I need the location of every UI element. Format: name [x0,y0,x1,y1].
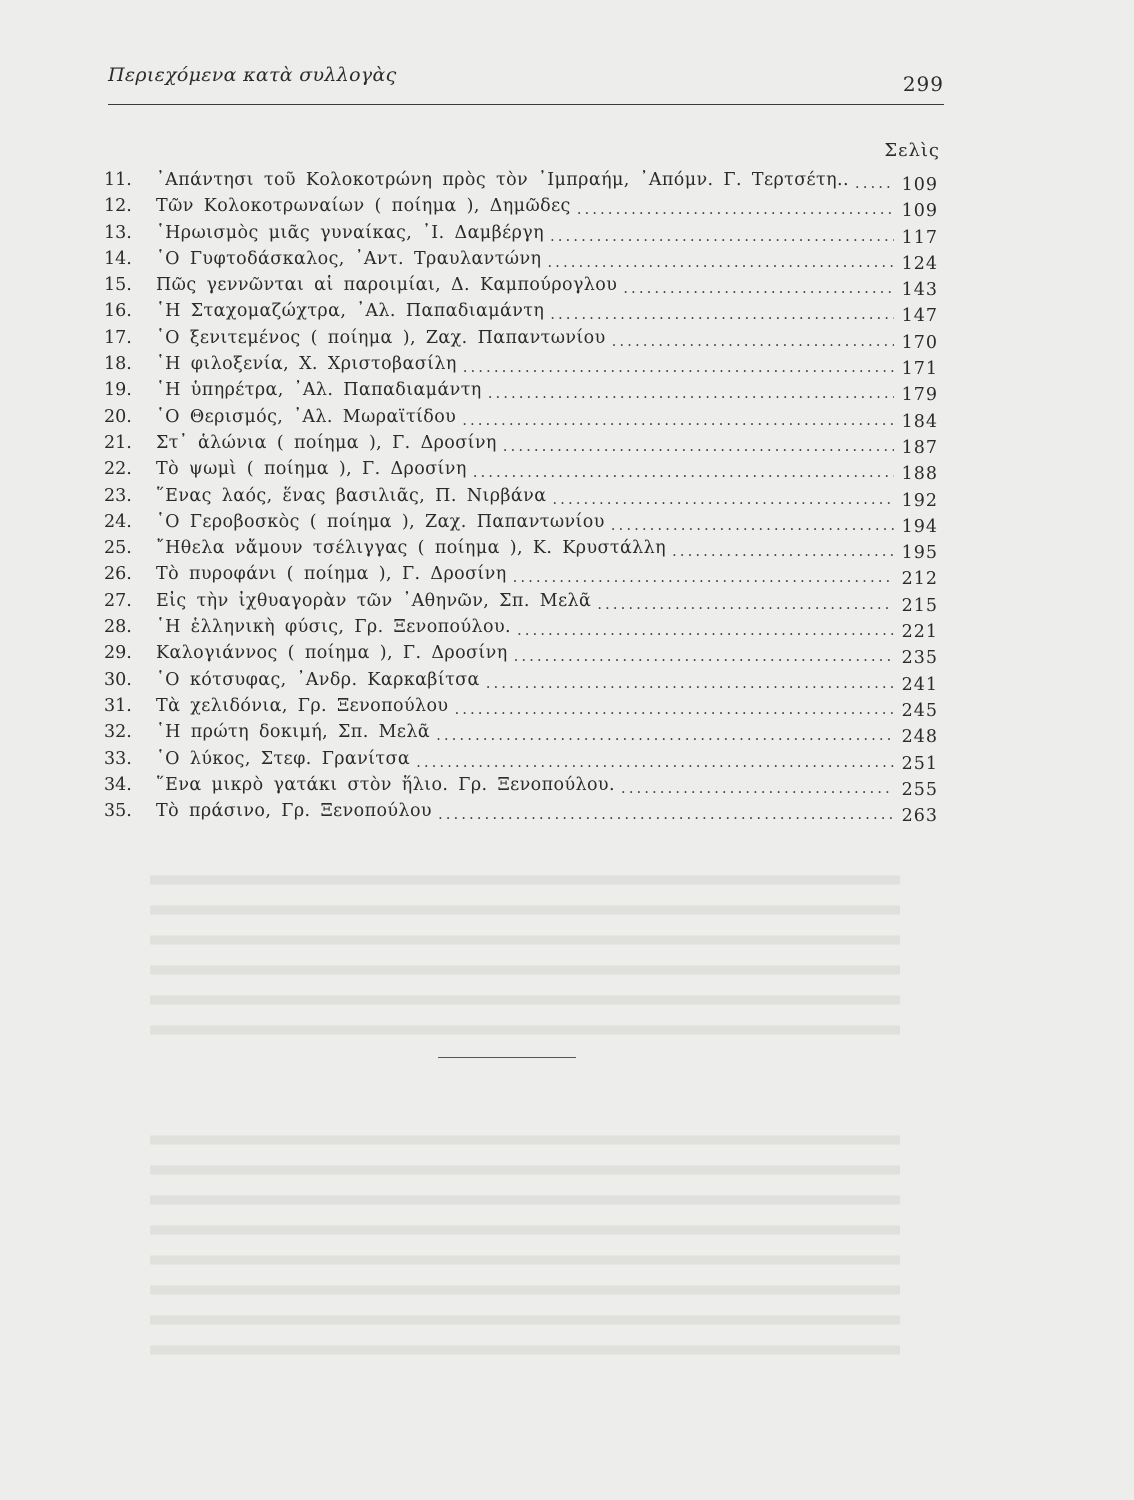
entry-page: 124 [901,253,938,274]
dot-leader [623,279,894,297]
entry-number: 25. [104,538,132,559]
entry-title: ῾Η Σταχομαζώχτρα, ᾿Αλ. Παπαδιαμάντη [156,301,545,322]
entry-number: 17. [104,327,132,348]
entry-number: 13. [104,222,132,243]
page-column-label: Σελὶς [884,140,940,161]
entry-title: ῾Η πρώτη δοκιμή, Σπ. Μελᾶ [156,722,431,743]
entry-number: 34. [104,774,132,795]
toc-entry [104,196,938,222]
toc-entry [104,486,938,512]
dot-leader [514,647,894,665]
dot-leader [503,437,894,455]
entry-page: 143 [901,280,938,301]
entry-title: Τὸ πράσινο, Γρ. Ξενοπούλου [156,801,432,822]
entry-number: 33. [104,748,132,769]
entry-title: ῾Ο Γυφτοδάσκαλος, ᾿Αντ. Τραυλαντώνη [156,248,542,269]
entry-title: ῞Ενας λαός, ἕνας βασιλιᾶς, Π. Νιρβάνα [156,485,547,506]
entry-number: 21. [104,432,132,453]
dot-leader [611,516,894,534]
entry-page: 117 [901,227,938,248]
entry-title: ῾Ο λύκος, Στεφ. Γρανίτσα [156,748,411,769]
dot-leader [438,805,894,823]
dot-leader [454,700,894,718]
toc-entry [104,275,938,301]
toc-entry [104,512,938,538]
dot-leader [436,726,894,744]
dot-leader [488,384,894,402]
toc-entry [104,459,938,485]
header-rule [108,104,944,105]
dot-leader [672,542,894,560]
entry-page: 245 [901,700,938,721]
entry-title: Πῶς γεννῶνται αἱ παροιμίαι, Δ. Καμπούρογλου [156,275,618,296]
entry-title: Στ᾿ ἁλώνια ( ποίημα ), Γ. Δροσίνη [156,432,497,453]
toc-entry [104,749,938,775]
entry-page: 188 [901,464,938,485]
entry-page: 235 [901,648,938,669]
toc-entry [104,407,938,433]
toc-entry [104,249,938,275]
table-of-contents [104,170,938,827]
entry-number: 31. [104,695,132,716]
entry-number: 23. [104,485,132,506]
entry-title: Καλογιάννος ( ποίημα ), Γ. Δροσίνη [156,643,508,664]
entry-page: 192 [901,490,938,511]
entry-page: 187 [901,437,938,458]
entry-title: Εἰς τὴν ἰχθυαγορὰν τῶν ᾿Αθηνῶν, Σπ. Μελᾶ [156,590,592,611]
entry-page: 194 [901,516,938,537]
entry-number: 27. [104,590,132,611]
entry-page: 221 [901,622,938,643]
section-end-rule [438,1057,576,1058]
toc-entry [104,170,938,196]
toc-entry [104,722,938,748]
entry-number: 12. [104,196,132,217]
dot-leader [517,621,894,639]
entry-number: 18. [104,354,132,375]
entry-number: 28. [104,617,132,638]
dot-leader [612,332,894,350]
toc-entry [104,301,938,327]
dot-leader [547,253,894,271]
entry-title: Τὸ πυροφάνι ( ποίημα ), Γ. Δροσίνη [156,564,507,585]
dot-leader [513,568,894,586]
entry-title: ῾Ο Θερισμός, ᾿Αλ. Μωραϊτίδου [156,406,457,427]
dot-leader [462,411,894,429]
toc-entry [104,354,938,380]
toc-entry [104,433,938,459]
toc-entry [104,591,938,617]
entry-page: 195 [901,543,938,564]
entry-title: ῞Ενα μικρὸ γατάκι στὸν ἥλιο. Γρ. Ξενοπούλου. [156,774,615,795]
toc-entry [104,670,938,696]
entry-number: 24. [104,511,132,532]
entry-number: 35. [104,801,132,822]
dot-leader [855,174,894,192]
entry-number: 16. [104,301,132,322]
page-number: 299 [902,72,944,96]
entry-number: 32. [104,722,132,743]
dot-leader [552,490,894,508]
entry-title: ῎Ηθελα νἄμουν τσέλιγγας ( ποίημα ), Κ. Κρυστάλλη [156,538,667,559]
toc-entry [104,538,938,564]
dot-leader [597,595,894,613]
entry-title: Τῶν Κολοκοτρωναίων ( ποίημα ), Δημῶδες [156,196,571,217]
toc-entry [104,643,938,669]
entry-title: ῾Η φιλοξενία, Χ. Χριστοβασίλη [156,354,457,375]
entry-page: 179 [901,385,938,406]
toc-entry [104,564,938,590]
running-title: Περιεχόμενα κατὰ συλλογὰς [108,64,397,86]
toc-entry [104,775,938,801]
entry-title: ᾿Απάντησι τοῦ Κολοκοτρώνη πρὸς τὸν ᾿Ιμπραήμ, ᾿Απόμν. Γ. Τερτσέτη.. [156,170,849,190]
entry-title: ῾Ο κότσυφας, ᾿Ανδρ. Καρκαβίτσα [156,669,480,690]
entry-page: 255 [901,779,938,800]
entry-page: 171 [901,359,938,380]
dot-leader [416,753,894,771]
toc-entry [104,617,938,643]
entry-title: ῾Ο Γεροβοσκὸς ( ποίημα ), Ζαχ. Παπαντωνίου [156,511,605,532]
entry-page: 251 [901,753,938,774]
entry-title: Τὰ χελιδόνια, Γρ. Ξενοπούλου [156,695,449,716]
toc-entry [104,328,938,354]
toc-entry [104,696,938,722]
entry-number: 29. [104,643,132,664]
entry-number: 26. [104,564,132,585]
dot-leader [577,200,894,218]
entry-number: 11. [104,170,132,190]
dot-leader [486,674,894,692]
running-header [108,62,944,102]
entry-page: 248 [901,727,938,748]
entry-page: 215 [901,595,938,616]
entry-page: 147 [901,306,938,327]
entry-number: 20. [104,406,132,427]
toc-entry [104,380,938,406]
entry-page: 109 [901,201,938,222]
entry-page: 212 [901,569,938,590]
dot-leader [463,358,894,376]
entry-number: 15. [104,275,132,296]
entry-page: 170 [901,332,938,353]
toc-entry [104,223,938,249]
entry-title: ῾Ηρωισμὸς μιᾶς γυναίκας, ᾿Ι. Δαμβέργη [156,222,544,243]
toc-entry [104,801,938,827]
entry-page: 263 [901,806,938,827]
dot-leader [473,463,894,481]
entry-number: 14. [104,248,132,269]
dot-leader [621,779,894,797]
entry-number: 19. [104,380,132,401]
dot-leader [550,227,894,245]
entry-page: 184 [901,411,938,432]
entry-title: ῾Η ὑπηρέτρα, ᾿Αλ. Παπαδιαμάντη [156,380,482,401]
dot-leader [550,305,894,323]
entry-page: 241 [901,674,938,695]
entry-number: 22. [104,459,132,480]
entry-title: ῾Η ἑλληνικὴ φύσις, Γρ. Ξενοπούλου. [156,617,511,638]
entry-page: 109 [901,175,938,195]
entry-number: 30. [104,669,132,690]
entry-title: ῾Ο ξενιτεμένος ( ποίημα ), Ζαχ. Παπαντωνίου [156,327,606,348]
entry-title: Τὸ ψωμὶ ( ποίημα ), Γ. Δροσίνη [156,459,467,480]
